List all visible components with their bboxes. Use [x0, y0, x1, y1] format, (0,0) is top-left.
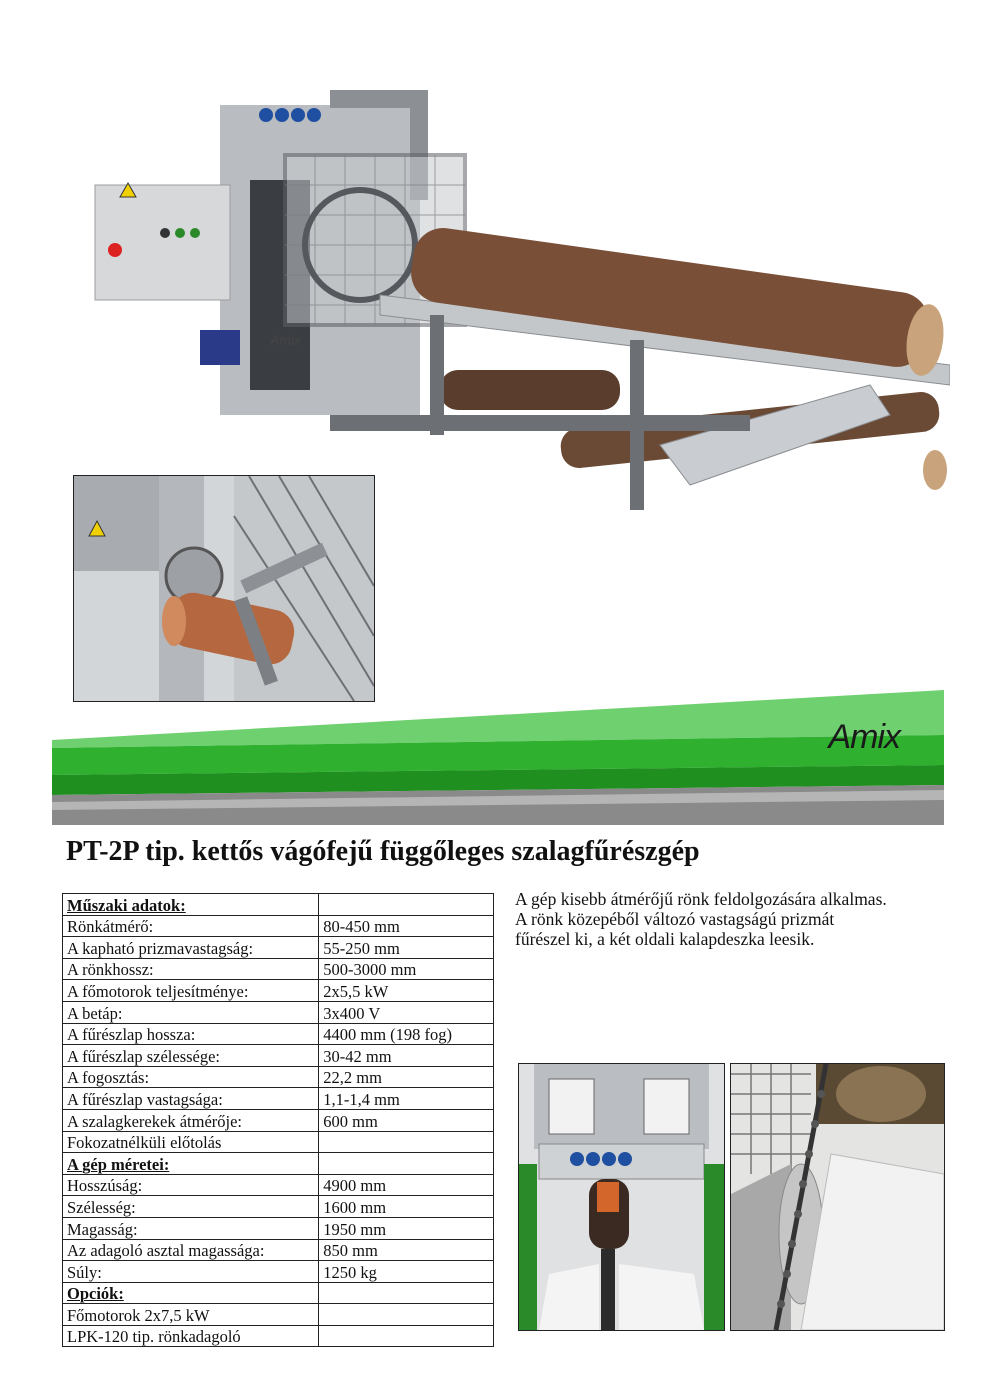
spec-value: 3x400 V [319, 1001, 494, 1023]
spec-row [63, 1174, 494, 1196]
spec-row [63, 1109, 494, 1131]
spec-row [63, 915, 494, 937]
spec-label: Főmotorok 2x7,5 kW [63, 1304, 319, 1326]
spec-label: A fogosztás: [63, 1066, 319, 1088]
spec-row [63, 1045, 494, 1067]
spec-table [62, 893, 494, 1347]
spec-label: Súly: [63, 1261, 319, 1283]
spec-value: 1950 mm [319, 1217, 494, 1239]
spec-label: Magasság: [63, 1217, 319, 1239]
spec-label: A kapható prizmavastagság: [63, 937, 319, 959]
spec-row [63, 1131, 494, 1153]
green-banner [52, 690, 944, 825]
spec-heading-empty [319, 1282, 494, 1304]
description-line: A gép kisebb átmérőjű rönk feldolgozására alkalmas. [515, 889, 887, 909]
description-line: A rönk közepéből változó vastagságú prizmát [515, 909, 835, 929]
spec-label: A fűrészlap vastagsága: [63, 1088, 319, 1110]
spec-heading-label [63, 894, 319, 916]
spec-value: 55-250 mm [319, 937, 494, 959]
spec-value: 80-450 mm [319, 915, 494, 937]
spec-value: 500-3000 mm [319, 958, 494, 980]
machine-logo-text: Amix [270, 332, 302, 348]
spec-heading-empty [319, 894, 494, 916]
spec-heading-label [63, 1153, 319, 1175]
spec-section-heading [63, 1153, 494, 1175]
spec-label: Fokozatnélküli előtolás [63, 1131, 319, 1153]
spec-value: 600 mm [319, 1109, 494, 1131]
spec-value: 22,2 mm [319, 1066, 494, 1088]
spec-row [63, 1001, 494, 1023]
feed-mechanism-photo [518, 1063, 725, 1331]
spec-row [63, 1261, 494, 1283]
spec-label: A betáp: [63, 1001, 319, 1023]
description-line: fűrészel ki, a két oldali kalapdeszka leesik. [515, 929, 815, 949]
spec-row [63, 1239, 494, 1261]
spec-row [63, 1196, 494, 1218]
spec-section-heading [63, 1282, 494, 1304]
spec-row [63, 1023, 494, 1045]
brand-logo-text: Amix [828, 718, 900, 756]
spec-value [319, 1304, 494, 1326]
spec-label: Szélesség: [63, 1196, 319, 1218]
spec-heading-text: Műszaki adatok: [67, 895, 186, 915]
spec-label: Hosszúság: [63, 1174, 319, 1196]
spec-value: 1,1-1,4 mm [319, 1088, 494, 1110]
spec-row [63, 937, 494, 959]
spec-label: Az adagoló asztal magassága: [63, 1239, 319, 1261]
spec-label: A rönkhossz: [63, 958, 319, 980]
spec-row [63, 980, 494, 1002]
page-title: PT-2P tip. kettős vágófejű függőleges szalagfűrészgép [66, 836, 700, 867]
inset-saw-photo [73, 475, 375, 702]
spec-label: A szalagkerekek átmérője: [63, 1109, 319, 1131]
spec-value [319, 1325, 494, 1347]
spec-label: Rönkátmérő: [63, 915, 319, 937]
spec-value: 850 mm [319, 1239, 494, 1261]
brand-logo [828, 718, 900, 757]
machine-photo [90, 85, 950, 525]
description [515, 889, 945, 949]
spec-value [319, 1131, 494, 1153]
spec-value: 2x5,5 kW [319, 980, 494, 1002]
spec-value: 1250 kg [319, 1261, 494, 1283]
spec-heading-empty [319, 1153, 494, 1175]
spec-value: 30-42 mm [319, 1045, 494, 1067]
spec-label: A fűrészlap szélessége: [63, 1045, 319, 1067]
spec-row [63, 1217, 494, 1239]
spec-row [63, 1088, 494, 1110]
spec-heading-label [63, 1282, 319, 1304]
spec-value: 4900 mm [319, 1174, 494, 1196]
spec-heading-text: Opciók: [67, 1284, 124, 1304]
spec-label: A főmotorok teljesítménye: [63, 980, 319, 1002]
chain-feeder-photo [730, 1063, 945, 1331]
spec-label: LPK-120 tip. rönkadagoló [63, 1325, 319, 1347]
spec-heading-text: A gép méretei: [67, 1154, 170, 1174]
spec-row [63, 1066, 494, 1088]
spec-section-heading [63, 894, 494, 916]
spec-row [63, 1325, 494, 1347]
spec-value: 4400 mm (198 fog) [319, 1023, 494, 1045]
spec-row [63, 1304, 494, 1326]
spec-row [63, 958, 494, 980]
spec-value: 1600 mm [319, 1196, 494, 1218]
spec-label: A fűrészlap hossza: [63, 1023, 319, 1045]
